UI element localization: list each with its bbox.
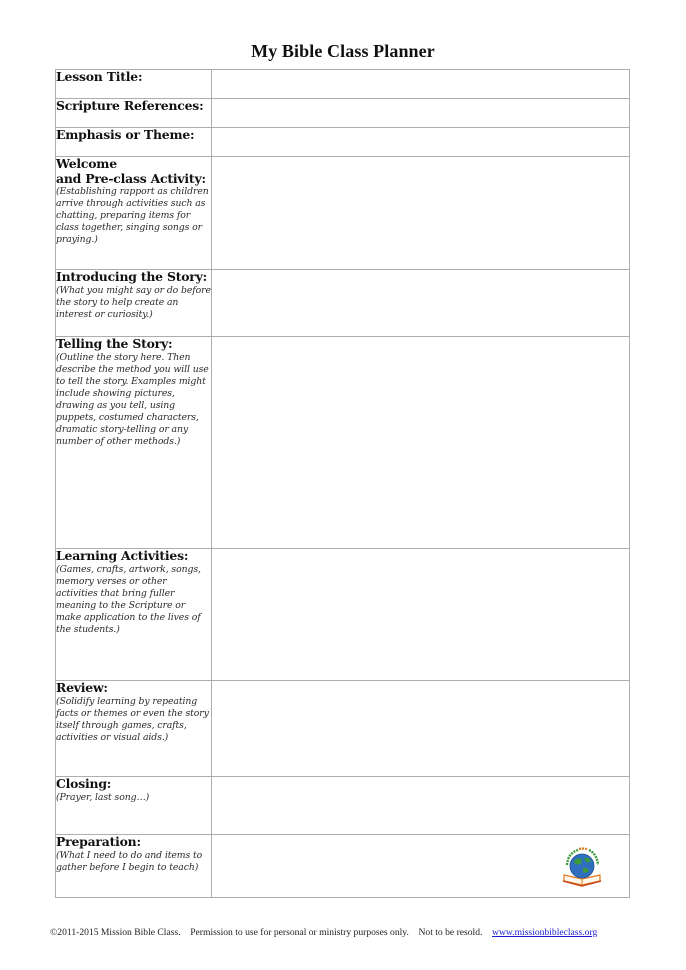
row-learning-activities — [56, 549, 630, 681]
lesson-title-field[interactable] — [212, 70, 630, 99]
row-label-line1: Welcome — [56, 156, 117, 171]
planner-table — [55, 69, 630, 898]
mission-bible-class-logo — [558, 843, 606, 887]
footer-resale: Not to be resold. — [418, 927, 483, 938]
row-emphasis-theme — [56, 128, 630, 157]
row-label: Scripture References: — [56, 98, 204, 113]
row-label: Preparation: — [56, 834, 141, 849]
label-cell — [56, 157, 212, 270]
row-lesson-title — [56, 70, 630, 99]
footer-copyright: ©2011-2015 Mission Bible Class. — [50, 927, 181, 938]
label-cell — [56, 99, 212, 128]
row-preparation — [56, 835, 630, 898]
row-telling-story — [56, 337, 630, 549]
footer-permission: Permission to use for personal or ministry purposes only. — [190, 927, 409, 938]
introducing-story-field[interactable] — [212, 270, 630, 337]
row-description: (What I need to do and items to gather before I begin to teach) — [56, 849, 203, 873]
row-label: Telling the Story: — [56, 336, 173, 351]
globe-book-icon — [558, 843, 606, 887]
scripture-references-field[interactable] — [212, 99, 630, 128]
footer-website-link[interactable]: www.missionbibleclass.org — [492, 927, 598, 938]
page-title: My Bible Class Planner — [251, 41, 435, 61]
review-field[interactable] — [212, 681, 630, 777]
label-cell — [56, 835, 212, 898]
learning-activities-field[interactable] — [212, 549, 630, 681]
label-cell — [56, 128, 212, 157]
footer — [50, 927, 597, 938]
row-description: (Outline the story here. Then describe the method you will use to tell the story. Examples might include showing pictures, drawing as you tell, using puppets, costumed characters, dramatic story-telling or any number of other methods.) — [56, 351, 209, 447]
row-label: Review: — [56, 680, 108, 695]
row-closing — [56, 777, 630, 835]
welcome-preclass-field[interactable] — [212, 157, 630, 270]
closing-field[interactable] — [212, 777, 630, 835]
row-label: Lesson Title: — [56, 69, 143, 84]
row-scripture-references — [56, 99, 630, 128]
row-label: and Pre-class Activity: — [56, 170, 206, 186]
row-introducing-story — [56, 270, 630, 337]
label-cell — [56, 337, 212, 549]
row-label: Introducing the Story: — [56, 269, 207, 284]
row-description: (Establishing rapport as children arrive through activities such as chatting, preparing items for class together, singing songs or praying.) — [56, 186, 209, 245]
label-cell — [56, 270, 212, 337]
row-welcome-preclass — [56, 157, 630, 270]
row-label: Closing: — [56, 776, 112, 791]
label-cell — [56, 777, 212, 835]
row-label: Learning Activities: — [56, 548, 189, 563]
row-review — [56, 681, 630, 777]
label-cell — [56, 70, 212, 99]
row-label: Emphasis or Theme: — [56, 127, 195, 142]
row-description: (Games, crafts, artwork, songs, memory verses or other activities that bring fuller meaning to the Scripture or make application to the lives of the students.) — [56, 563, 201, 635]
row-description: (Solidify learning by repeating facts or themes or even the story itself through games, crafts, activities or visual aids.) — [56, 695, 209, 743]
label-cell — [56, 549, 212, 681]
label-cell — [56, 681, 212, 777]
row-description: (What you might say or do before the story to help create an interest or curiosity.) — [56, 284, 211, 320]
row-description: (Prayer, last song…) — [56, 791, 150, 803]
emphasis-theme-field[interactable] — [212, 128, 630, 157]
telling-story-field[interactable] — [212, 337, 630, 549]
